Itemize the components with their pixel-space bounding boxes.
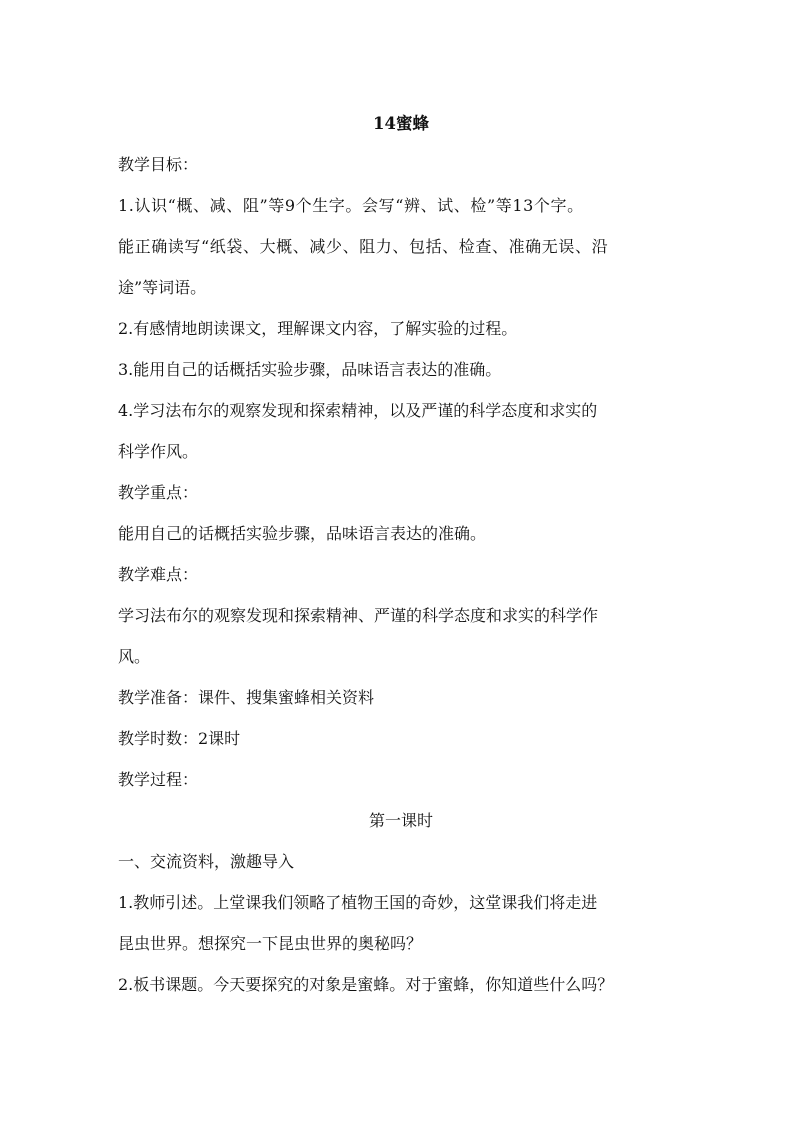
step-heading-1: 一、交流资料，激趣导入 xyxy=(118,852,295,871)
objective-1-line-1: 1.认识“概、减、阻”等9个生字。会写“辨、试、检”等13个字。 xyxy=(118,196,584,215)
section-heading-process: 教学过程： xyxy=(118,770,199,789)
key-points-text: 能用自己的话概括实验步骤，品味语言表达的准确。 xyxy=(118,524,487,543)
section-heading-objectives: 教学目标： xyxy=(118,155,199,174)
class-hours-text: 教学时数：2课时 xyxy=(118,729,241,748)
step-1-line-1: 1.教师引述。上堂课我们领略了植物王国的奇妙，这堂课我们将走进 xyxy=(118,893,598,912)
document-title: 14蜜蜂 xyxy=(373,114,429,133)
section-heading-difficulties: 教学难点： xyxy=(118,565,199,584)
section-heading-key-points: 教学重点： xyxy=(118,483,199,502)
preparation-text: 教学准备：课件、搜集蜜蜂相关资料 xyxy=(118,688,375,707)
step-2-line-1: 2.板书课题。今天要探究的对象是蜜蜂。对于蜜蜂，你知道些什么吗？ xyxy=(118,975,614,994)
lesson-heading: 第一课时 xyxy=(368,811,433,830)
objective-1-line-3: 途”等词语。 xyxy=(118,278,207,297)
document-body xyxy=(118,103,684,1005)
step-1-line-2: 昆虫世界。想探究一下昆虫世界的奥秘吗？ xyxy=(118,934,423,953)
objective-2: 2.有感情地朗读课文，理解课文内容，了解实验的过程。 xyxy=(118,319,518,338)
objective-4-line-1: 4.学习法布尔的观察发现和探索精神，以及严谨的科学态度和求实的 xyxy=(118,401,598,420)
objective-1-line-2: 能正确读写“纸袋、大概、减少、阻力、包括、检查、准确无误、沿 xyxy=(118,237,609,256)
objective-4-line-2: 科学作风。 xyxy=(118,442,199,461)
difficulties-line-2: 风。 xyxy=(118,647,151,666)
difficulties-line-1: 学习法布尔的观察发现和探索精神、严谨的科学态度和求实的科学作 xyxy=(118,606,599,625)
objective-3: 3.能用自己的话概括实验步骤，品味语言表达的准确。 xyxy=(118,360,502,379)
